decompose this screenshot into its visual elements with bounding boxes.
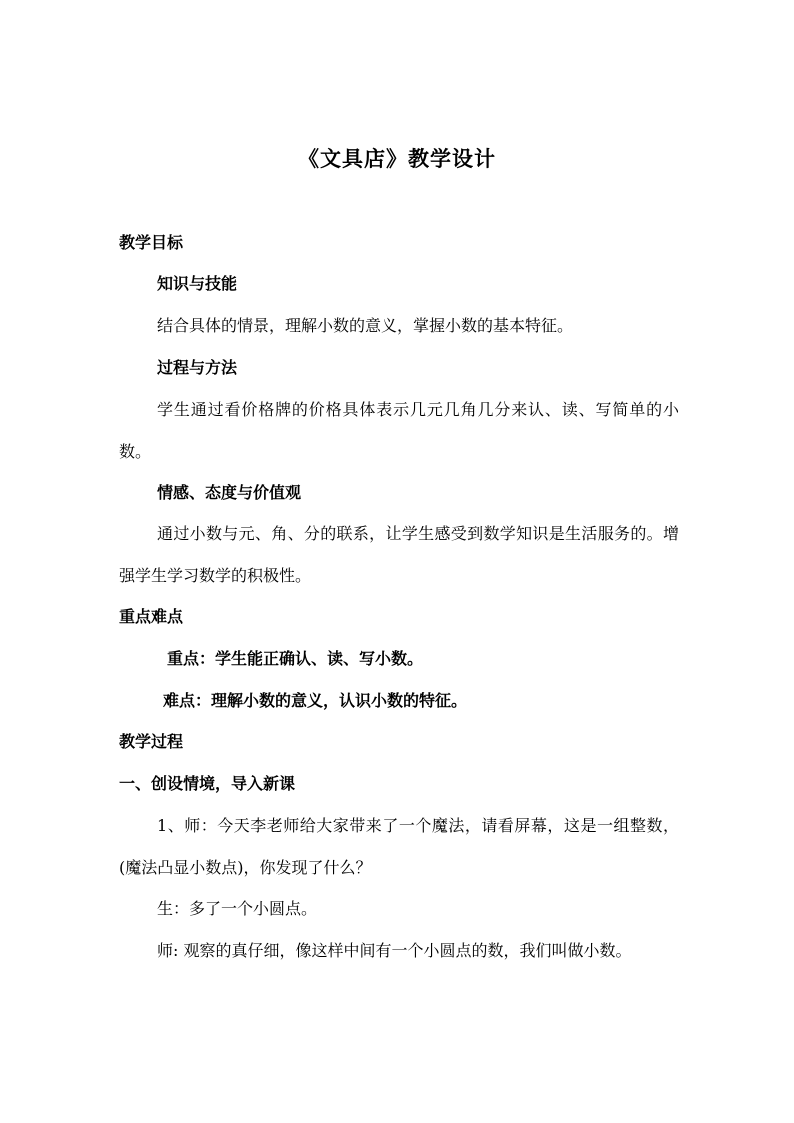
paragraph-part1-student-answer: 生：多了一个小圆点。 <box>157 899 318 918</box>
paragraph-process: 学生通过看价格牌的价格具体表示几元几角几分来认、读、写简单的小数。 <box>119 400 679 461</box>
heading-teaching-process: 教学过程 <box>119 732 184 751</box>
subheading-process-methods: 过程与方法 <box>157 358 238 377</box>
paragraph-knowledge: 结合具体的情景，理解小数的意义，掌握小数的基本特征。 <box>157 316 574 335</box>
subheading-emotion-attitude-values: 情感、态度与价值观 <box>157 483 302 502</box>
heading-teaching-goals: 教学目标 <box>119 233 184 252</box>
heading-part-1: 一、创设情境，导入新课 <box>119 774 296 793</box>
key-point: 重点：学生能正确认、读、写小数。 <box>167 649 424 668</box>
subheading-knowledge-skills: 知识与技能 <box>157 274 238 293</box>
paragraph-part1-teacher-intro: 1、师：今天李老师给大家带来了一个魔法，请看屏幕，这是一组整数，(魔法凸显小数点)，你发现了什么？ <box>119 816 679 877</box>
paragraph-part1-teacher-explain: 师: 观察的真仔细，像这样中间有一个小圆点的数，我们叫做小数。 <box>157 941 632 960</box>
heading-key-difficult-points: 重点难点 <box>119 607 184 626</box>
document-title: 《文具店》教学设计 <box>298 146 496 171</box>
paragraph-emotion: 通过小数与元、角、分的联系，让学生感受到数学知识是生活服务的。增强学生学习数学的积极性。 <box>119 524 679 585</box>
difficult-point: 难点：理解小数的意义，认识小数的特征。 <box>163 691 468 710</box>
